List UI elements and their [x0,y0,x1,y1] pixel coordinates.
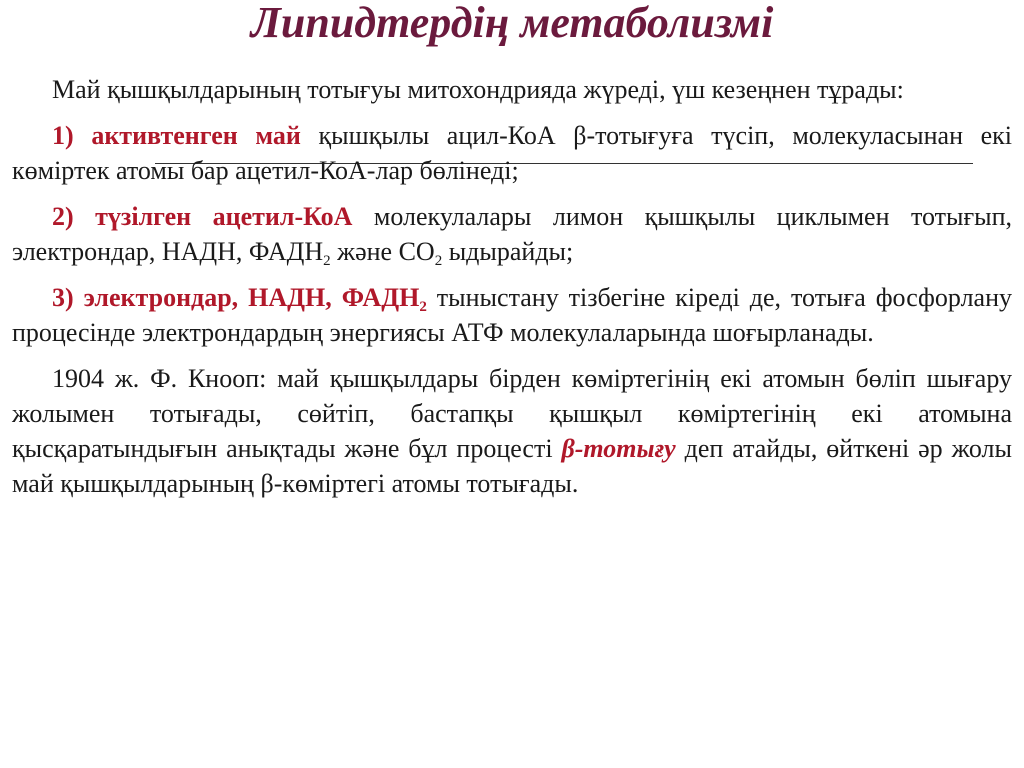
slide-title: Липидтердің метаболизмі [250,0,774,47]
intro-paragraph [12,72,1012,107]
step-2-text-a: молекулалары лимон қышқылы циклымен тотығып, электрондар, НАДН, ФАДН [12,202,1013,266]
beta-oxidation-term: β-тотығу [561,434,676,463]
step-2-number: 2) [52,202,74,231]
step-2-text-b: және СО [330,237,435,266]
history-text-after: деп атайды, өйткені әр жолы май қышқылдарының β-көміртегі атомы тотығады. [12,434,1012,498]
slide-body [12,72,1012,512]
step-3-number: 3) [52,283,74,312]
step-3-highlight: электрондар, НАДН, ФАДН [83,283,420,312]
step-3-text: тыныстану тізбегіне кіреді де, тотыға фосфорлану процесінде электрондардың энергиясы АТФ молекулаларында шоғырланады. [12,283,1012,347]
step-2-subscript-b: 2 [434,253,443,269]
step-2-paragraph [12,199,1012,269]
history-paragraph [12,361,1012,501]
step-1-number: 1) [52,121,74,150]
step-2-text-c: ыдырайды; [442,237,574,266]
history-text-before: 1904 ж. Ф. Кнооп: май қышқылдары бірден көміртегінің екі атомын бөліп шығару жолымен тотығады, сөйтіп, бастапқы қышқыл көміртегінің екі атомына қысқаратындығын анықтады және бұл процесті [12,364,1012,463]
intro-text: Май қышқылдарының тотығуы митохондрияда жүреді, үш кезеңнен тұрады: [52,75,904,104]
step-2-subscript-a: 2 [323,253,331,269]
step-1-highlight: активтенген май [91,121,301,150]
step-1-text: қышқылы ацил-КоА β-тотығуға түсіп, молекуласынан екі көміртек атомы бар ацетил-КоА-лар бөлінеді; [12,121,1013,185]
step-3-subscript: 2 [419,299,427,315]
step-3-paragraph [12,280,1012,350]
step-2-highlight: түзілген ацетил-КоА [95,202,353,231]
step-1-paragraph [12,118,1012,188]
